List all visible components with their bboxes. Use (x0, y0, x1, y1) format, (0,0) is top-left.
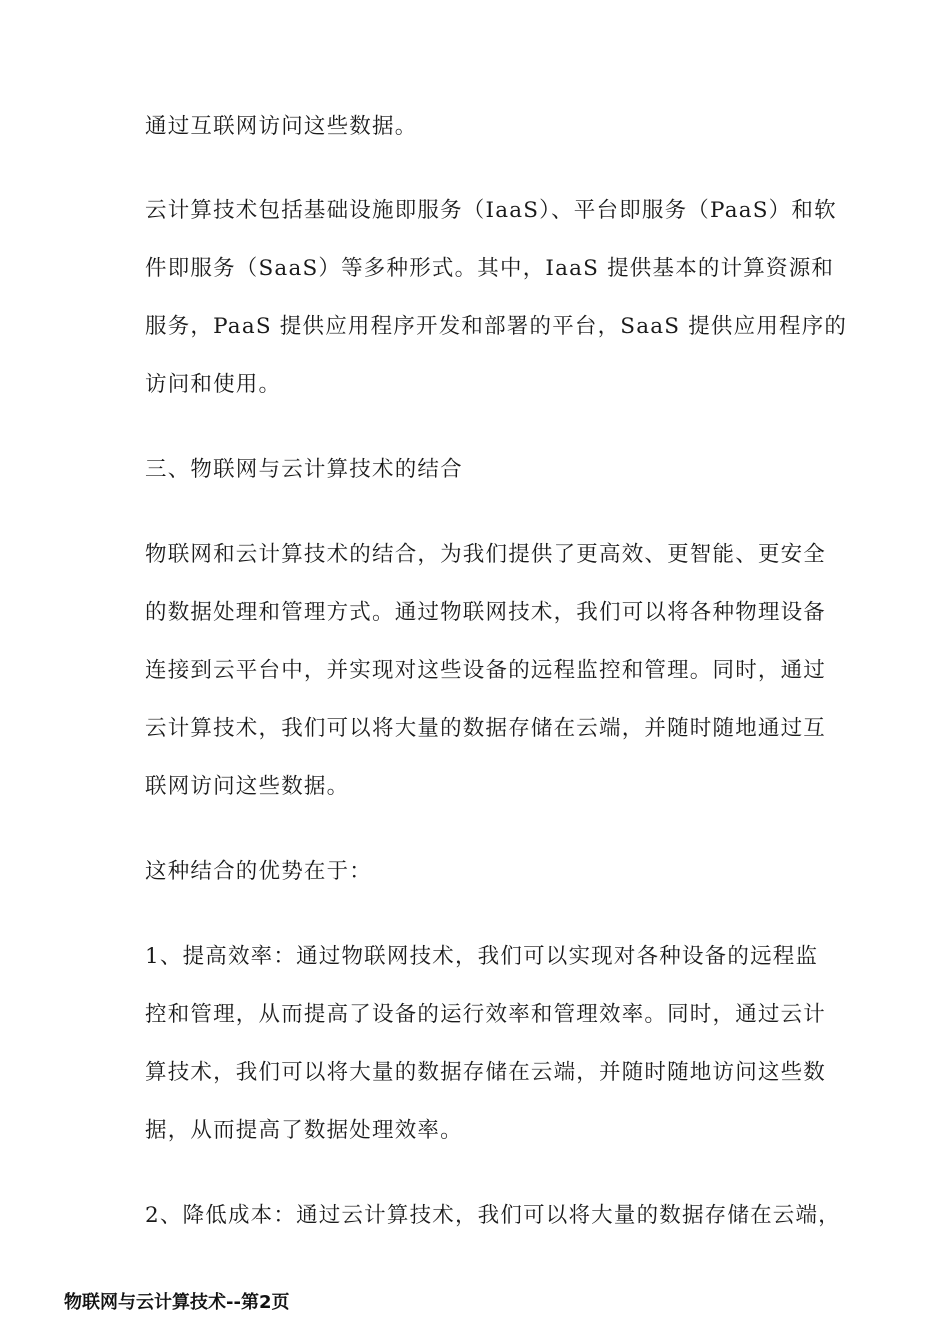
text-line: 通过互联网访问这些数据。 (145, 114, 418, 139)
text-line: 云计算技术包括基础设施即服务（IaaS）、平台即服务（PaaS）和软 (145, 198, 837, 223)
text-line: 服务，PaaS 提供应用程序开发和部署的平台，SaaS 提供应用程序的 (145, 314, 848, 339)
document-body (145, 98, 848, 1245)
text-line: 访问和使用。 (145, 372, 282, 397)
page-footer: 物联网与云计算技术--第2页 (64, 1292, 290, 1313)
text-line: 这种结合的优势在于： (145, 859, 373, 884)
list-item-cost (145, 1187, 841, 1245)
text-line: 连接到云平台中，并实现对这些设备的远程监控和管理。同时，通过 (145, 658, 827, 683)
text-line: 控和管理，从而提高了设备的运行效率和管理效率。同时，通过云计 (145, 1002, 827, 1027)
text-line: 的数据处理和管理方式。通过物联网技术，我们可以将各种物理设备 (145, 600, 827, 625)
paragraph-combination (145, 526, 827, 816)
text-line: 算技术，我们可以将大量的数据存储在云端，并随时随地访问这些数 (145, 1060, 827, 1085)
text-line: 云计算技术，我们可以将大量的数据存储在云端，并随时随地通过互 (145, 716, 827, 741)
list-item-efficiency (145, 928, 827, 1160)
heading-text: 三、物联网与云计算技术的结合 (145, 457, 463, 482)
text-line: 件即服务（SaaS）等多种形式。其中，IaaS 提供基本的计算资源和 (145, 256, 835, 281)
paragraph-continuation (145, 98, 810, 156)
text-line: 2、降低成本：通过云计算技术，我们可以将大量的数据存储在云端， (145, 1203, 841, 1228)
text-line: 联网访问这些数据。 (145, 774, 350, 799)
paragraph-cloud-service-models (145, 182, 848, 414)
text-line: 1、提高效率：通过物联网技术，我们可以实现对各种设备的远程监 (145, 944, 819, 969)
text-line: 物联网和云计算技术的结合，为我们提供了更高效、更智能、更安全 (145, 542, 827, 567)
paragraph-advantages-intro (145, 843, 810, 901)
section-heading (145, 441, 810, 499)
text-line: 据，从而提高了数据处理效率。 (145, 1118, 463, 1143)
